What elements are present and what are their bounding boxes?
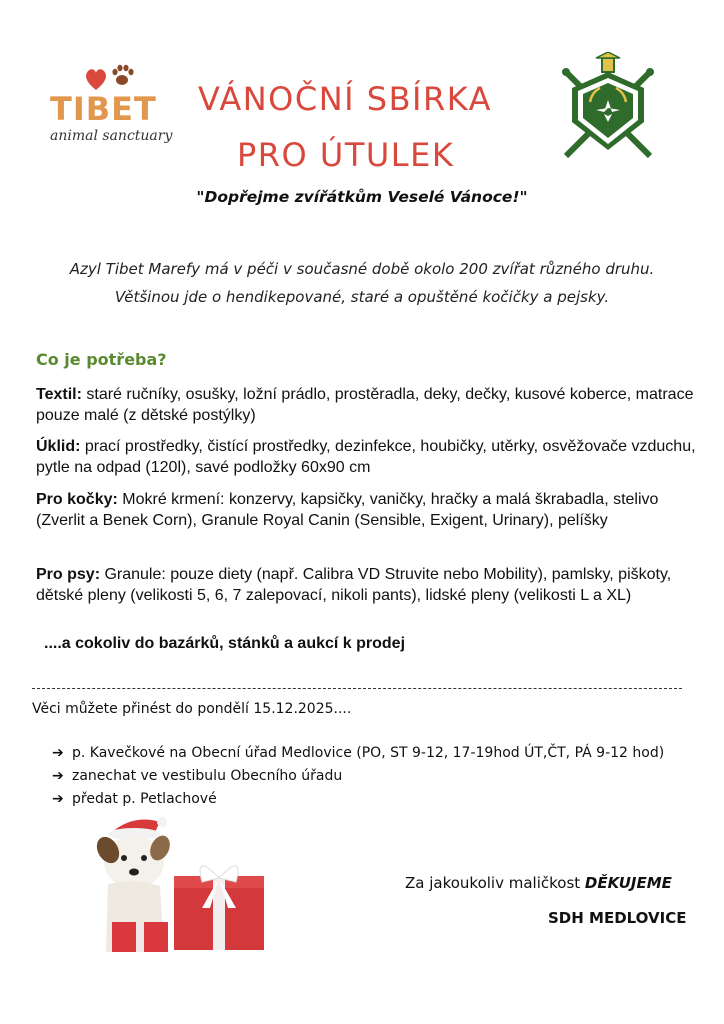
drop-off-item [52, 745, 664, 761]
needs-item-textil [36, 384, 696, 426]
page-title-line1: VÁNOČNÍ SBÍRKA [198, 80, 492, 118]
item-text: Mokré krmení: konzervy, kapsičky, vaničky, hračky a malá škrabadla, stelivo (Zverlit a Benek Corn), Granule Royal Canin (Sensible, Exigent, Urinary), pelíšky [36, 491, 659, 529]
signature: SDH MEDLOVICE [548, 909, 687, 927]
logo-brand: TIBET [50, 90, 157, 128]
drop-off-text: zanechat ve vestibulu Obecního úřadu [72, 768, 343, 784]
heart-paw-icon [84, 64, 136, 92]
fire-brigade-emblem-icon [552, 52, 664, 168]
intro-line2: Většinou jde o hendikepované, staré a opuštěné kočičky a pejsky. [114, 288, 610, 306]
drop-off-item [52, 768, 342, 784]
needs-item-uklid [36, 436, 696, 478]
dashed-divider [32, 688, 682, 689]
thanks-text [405, 874, 672, 892]
logo-subtitle: animal sanctuary [50, 128, 173, 144]
item-label: Pro kočky: [36, 491, 118, 508]
arrow-right-icon: ➔ [52, 791, 64, 807]
needs-heading: Co je potřeba? [36, 350, 167, 369]
thanks-prefix: Za jakoukoliv maličkost [405, 874, 585, 892]
motto: "Dopřejme zvířátkům Veselé Vánoce!" [196, 188, 528, 206]
arrow-right-icon: ➔ [52, 745, 64, 761]
needs-item-psy [36, 564, 696, 606]
item-text: staré ručníky, osušky, ložní prádlo, prostěradla, deky, dečky, kusové koberce, matrace pouze malé (z dětské postýlky) [36, 386, 694, 424]
drop-off-text: předat p. Petlachové [72, 791, 217, 807]
intro-line1: Azyl Tibet Marefy má v péči v současné době okolo 200 zvířat různého druhu. [69, 260, 655, 278]
item-label: Pro psy: [36, 566, 101, 583]
deadline-text: Věci můžete přinést do pondělí 15.12.2025.... [32, 701, 352, 717]
item-text: prací prostředky, čistící prostředky, dezinfekce, houbičky, utěrky, osvěžovače vzduchu, pytle na odpad (120l), savé podložky 60x90 cm [36, 438, 696, 476]
item-text: Granule: pouze diety (např. Calibra VD Struvite nebo Mobility), pamlsky, piškoty, dětské pleny (velikosti 5, 6, 7 zalepovací, nikoli pants), lidské pleny (velikosti L a XL) [36, 566, 672, 604]
item-label: Úklid: [36, 438, 81, 455]
item-label: Textil: [36, 386, 82, 403]
needs-item-kocky [36, 489, 696, 531]
tibet-logo [48, 64, 178, 154]
needs-closing: ....a cokoliv do bazárků, stánků a aukcí k prodej [44, 635, 406, 652]
drop-off-text: p. Kavečkové na Obecní úřad Medlovice (PO, ST 9-12, 17-19hod ÚT,ČT, PÁ 9-12 hod) [72, 745, 665, 761]
page-title-line2: PRO ÚTULEK [237, 136, 455, 174]
arrow-right-icon: ➔ [52, 768, 64, 784]
drop-off-item [52, 791, 217, 807]
thanks-emphasis: DĚKUJEME [584, 874, 672, 892]
dog-with-gifts-image [94, 812, 270, 960]
